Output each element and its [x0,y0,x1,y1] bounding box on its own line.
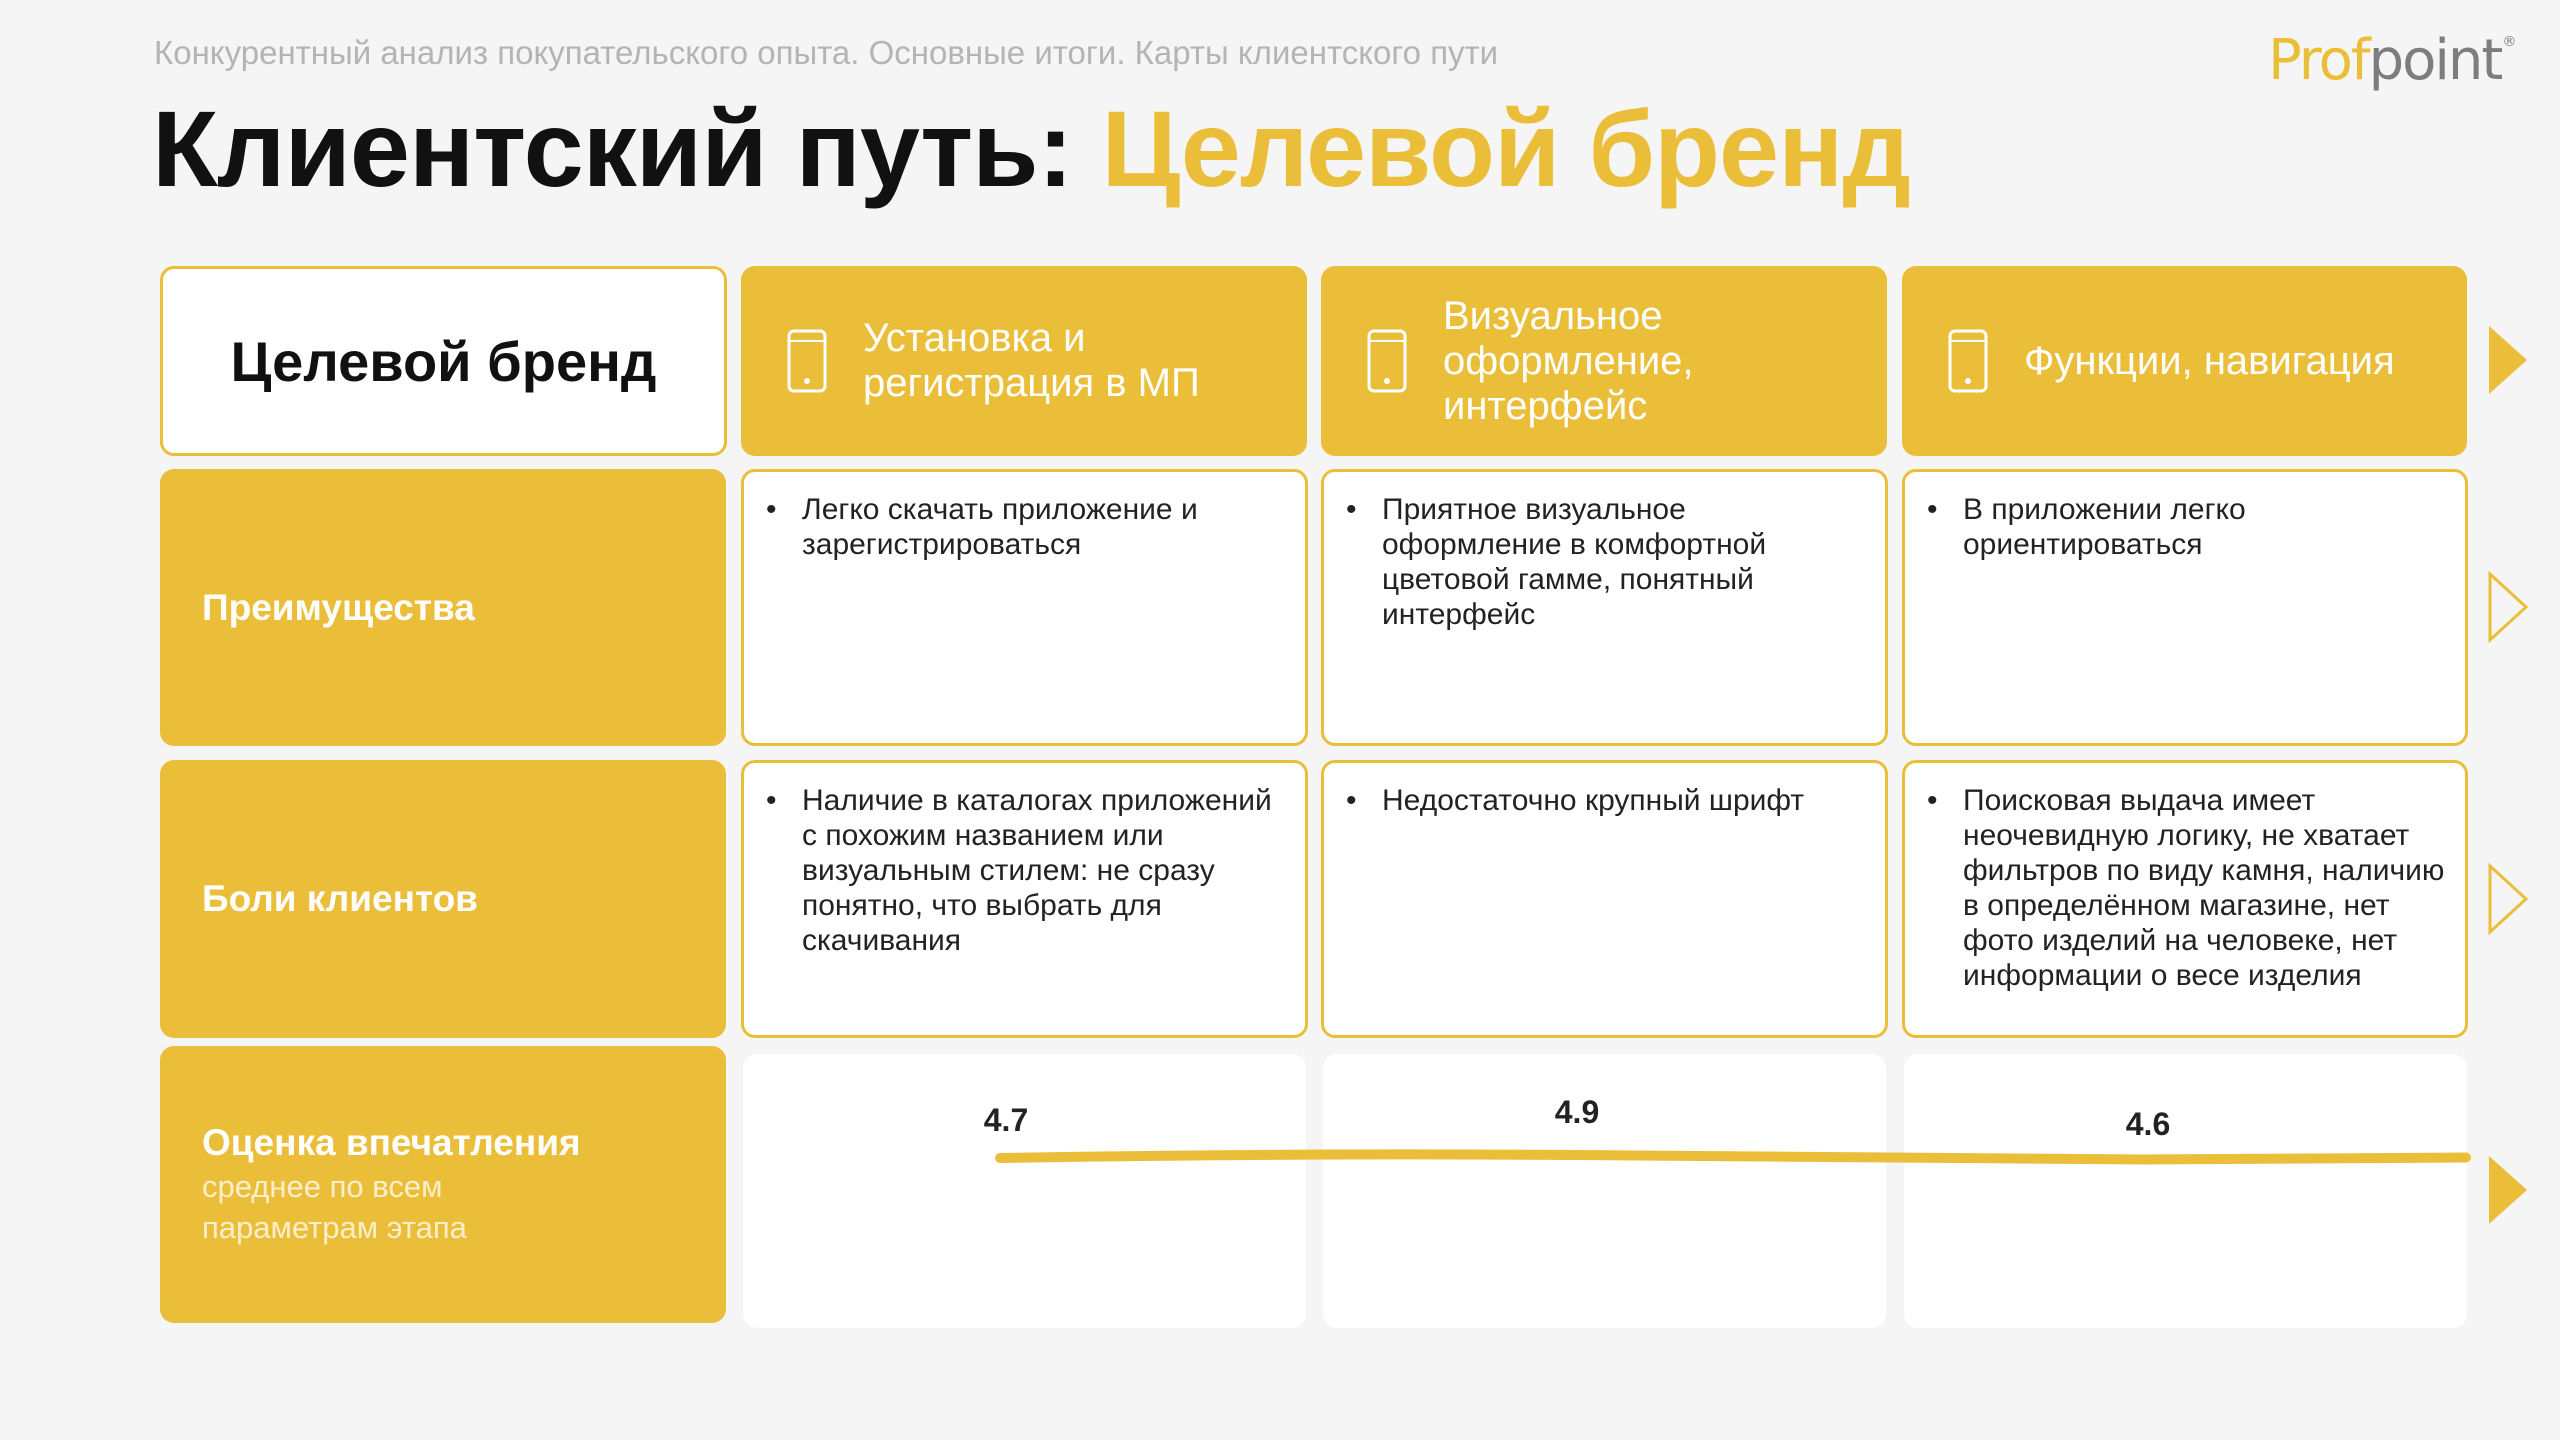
score-label-1: 4.7 [983,1102,1029,1138]
brand-header-label: Целевой бренд [230,329,657,393]
pains-cell-3 [1902,760,2468,1038]
row-label-text: Боли клиентов [202,878,478,919]
page-subtitle: Конкурентный анализ покупательского опыта. Основные итоги. Карты клиентского пути [154,34,1499,71]
bullet-item: • Поисковая выдача имеет неочевидную логику, не хватает фильтров по виду камня, наличию в определённом магазине, нет фото изделий на человеке, нет информации о весе изделия [1963,783,2451,993]
outline-arrow-right-icon [2487,863,2529,935]
registered-mark: ® [2502,34,2515,50]
rating-cell-3 [1904,1054,2467,1328]
stage-header-3 [1902,266,2467,456]
page-title [152,86,1910,211]
outline-arrow-right-icon [2487,571,2529,643]
logo-prof-text: Prof [2268,28,2369,93]
rating-cell-1 [743,1054,1306,1328]
bullet-item: • Недостаточно крупный шрифт [1382,783,1859,818]
advantages-cell-3 [1902,469,2468,746]
stage-header-2 [1321,266,1887,456]
smartphone-icon [787,329,827,393]
row-sublabel-text: среднее по всем параметрам этапа [202,1168,467,1245]
rating-cell-2 [1323,1054,1886,1328]
stage-header-label: Установка и регистрация в МП [863,316,1200,405]
filled-arrow-right-icon [2487,1154,2529,1226]
score-label-2: 4.9 [1554,1094,1600,1130]
row-label-text: Преимущества [202,586,475,628]
title-prefix: Клиентский путь: [152,88,1073,209]
advantages-cell-2 [1321,469,1888,746]
title-brand: Целевой бренд [1101,88,1910,209]
brand-header-cell [160,266,727,456]
stage-header-label: Визуальное оформление, интерфейс [1443,293,1694,428]
stage-header-1 [741,266,1307,456]
row-label-rating [160,1046,726,1323]
filled-arrow-right-icon [2487,324,2529,396]
profpoint-logo [2268,28,2514,93]
pains-cell-1 [741,760,1308,1038]
row-label-text: Оценка впечатления [202,1121,581,1163]
smartphone-icon [1367,329,1407,393]
smartphone-icon [1948,329,1988,393]
score-label-3: 4.6 [2125,1106,2171,1142]
pains-cell-2 [1321,760,1888,1038]
logo-point-text: point [2368,28,2502,93]
bullet-item: • Легко скачать приложение и зарегистрироваться [802,492,1279,562]
bullet-item: • В приложении легко ориентироваться [1963,492,2439,562]
bullet-item: • Приятное визуальное оформление в комфортной цветовой гамме, понятный интерфейс [1382,492,1859,632]
advantages-cell-1 [741,469,1308,746]
row-label-advantages [160,469,726,746]
stage-header-label: Функции, навигация [2024,338,2395,383]
bullet-item: • Наличие в каталогах приложений с похожим названием или визуальным стилем: не сразу понятно, что выбрать для скачивания [802,783,1279,958]
row-label-pains [160,760,726,1038]
